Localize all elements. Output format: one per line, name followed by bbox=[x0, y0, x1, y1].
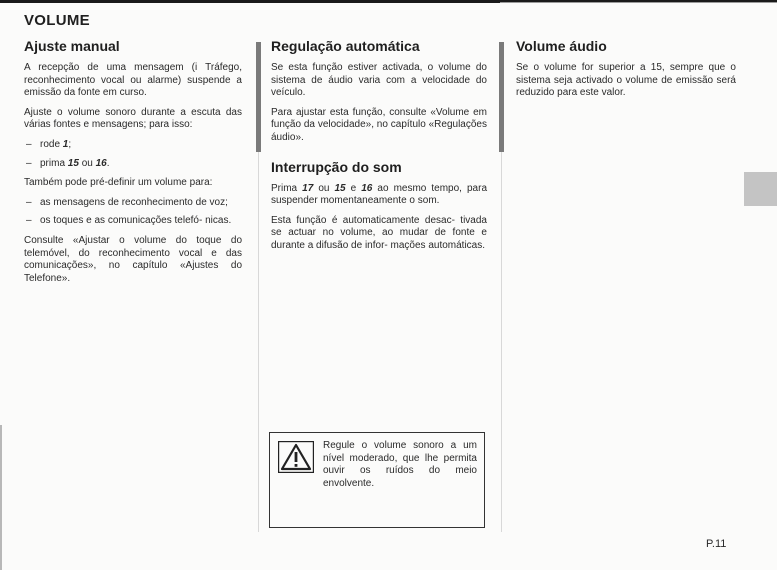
key-number: 17 bbox=[302, 182, 314, 194]
paragraph: Para ajustar esta função, consulte «Volume em função da velocidade», no capítulo «Regulações áudio». bbox=[271, 106, 487, 143]
list-item: – os toques e as comunicações telefó- nicas. bbox=[24, 215, 242, 228]
column-divider bbox=[501, 152, 502, 532]
list-item bbox=[24, 139, 242, 152]
paragraph: Também pode pré-definir um volume para: bbox=[24, 177, 213, 189]
heading-ajuste-manual: Ajuste manual bbox=[24, 38, 120, 54]
chapter-tab bbox=[744, 172, 777, 206]
key-number: 15 bbox=[67, 157, 79, 169]
text: . bbox=[106, 157, 110, 169]
top-rule-thin bbox=[500, 2, 777, 3]
warning-text: Regule o volume sonoro a um nível moderado, que lhe permita ouvir os ruídos do meio envolvente. bbox=[323, 440, 477, 489]
paragraph bbox=[271, 183, 487, 208]
text: Prima bbox=[271, 182, 303, 194]
paragraph: Esta função é automaticamente desac- tivada se actuar no volume, ao mudar de fonte e durante a difusão de infor- mações automáticas. bbox=[271, 214, 487, 251]
list-item bbox=[24, 158, 242, 171]
paragraph: A recepção de uma mensagem (i Tráfego, reconhecimento vocal ou alarme) suspende a emissão da fonte em curso. bbox=[24, 62, 242, 99]
text: ; bbox=[68, 138, 72, 150]
text: ou bbox=[78, 157, 96, 169]
column-regulacao bbox=[271, 38, 487, 260]
text: e bbox=[345, 182, 362, 194]
column-divider bbox=[258, 152, 259, 532]
key-number: 1 bbox=[62, 138, 69, 150]
text: ao mesmo tempo, para suspender momentaneamente o som. bbox=[271, 182, 488, 207]
page-title: VOLUME bbox=[24, 12, 90, 29]
instruction-list bbox=[24, 139, 242, 170]
text: ou bbox=[313, 182, 335, 194]
column-bar bbox=[256, 42, 261, 152]
paragraph: Se o volume for superior a 15, sempre que o sistema seja activado o volume de emissão será reduzido para este valor. bbox=[516, 62, 736, 99]
heading-volume-audio: Volume áudio bbox=[516, 38, 607, 54]
list-item: – as mensagens de reconhecimento de voz; bbox=[24, 197, 242, 210]
paragraph: Se esta função estiver activada, o volume do sistema de áudio varia com a velocidade do veículo. bbox=[271, 62, 487, 99]
paragraph: Ajuste o volume sonoro durante a escuta das várias fontes e mensagens; para isso: bbox=[24, 106, 242, 131]
heading-interrupcao-do-som: Interrupção do som bbox=[271, 158, 402, 175]
page-edge-mark bbox=[0, 425, 2, 570]
warning-triangle-icon bbox=[278, 441, 314, 473]
key-number: 15 bbox=[334, 182, 346, 194]
paragraph: Consulte «Ajustar o volume do toque do telemóvel, do reconhecimento vocal e das comunicações», no capítulo «Ajustes do Telefone». bbox=[24, 234, 242, 284]
column-ajuste-manual bbox=[24, 38, 242, 292]
text: rode bbox=[40, 138, 63, 150]
key-number: 16 bbox=[95, 157, 107, 169]
preset-list bbox=[24, 197, 242, 228]
page-number: P.11 bbox=[706, 538, 727, 550]
column-volume-audio bbox=[516, 38, 736, 107]
text: prima bbox=[40, 157, 68, 169]
column-bar bbox=[499, 42, 504, 152]
heading-regulacao-automatica: Regulação automática bbox=[271, 38, 420, 54]
warning-box bbox=[269, 432, 485, 528]
key-number: 16 bbox=[361, 182, 373, 194]
